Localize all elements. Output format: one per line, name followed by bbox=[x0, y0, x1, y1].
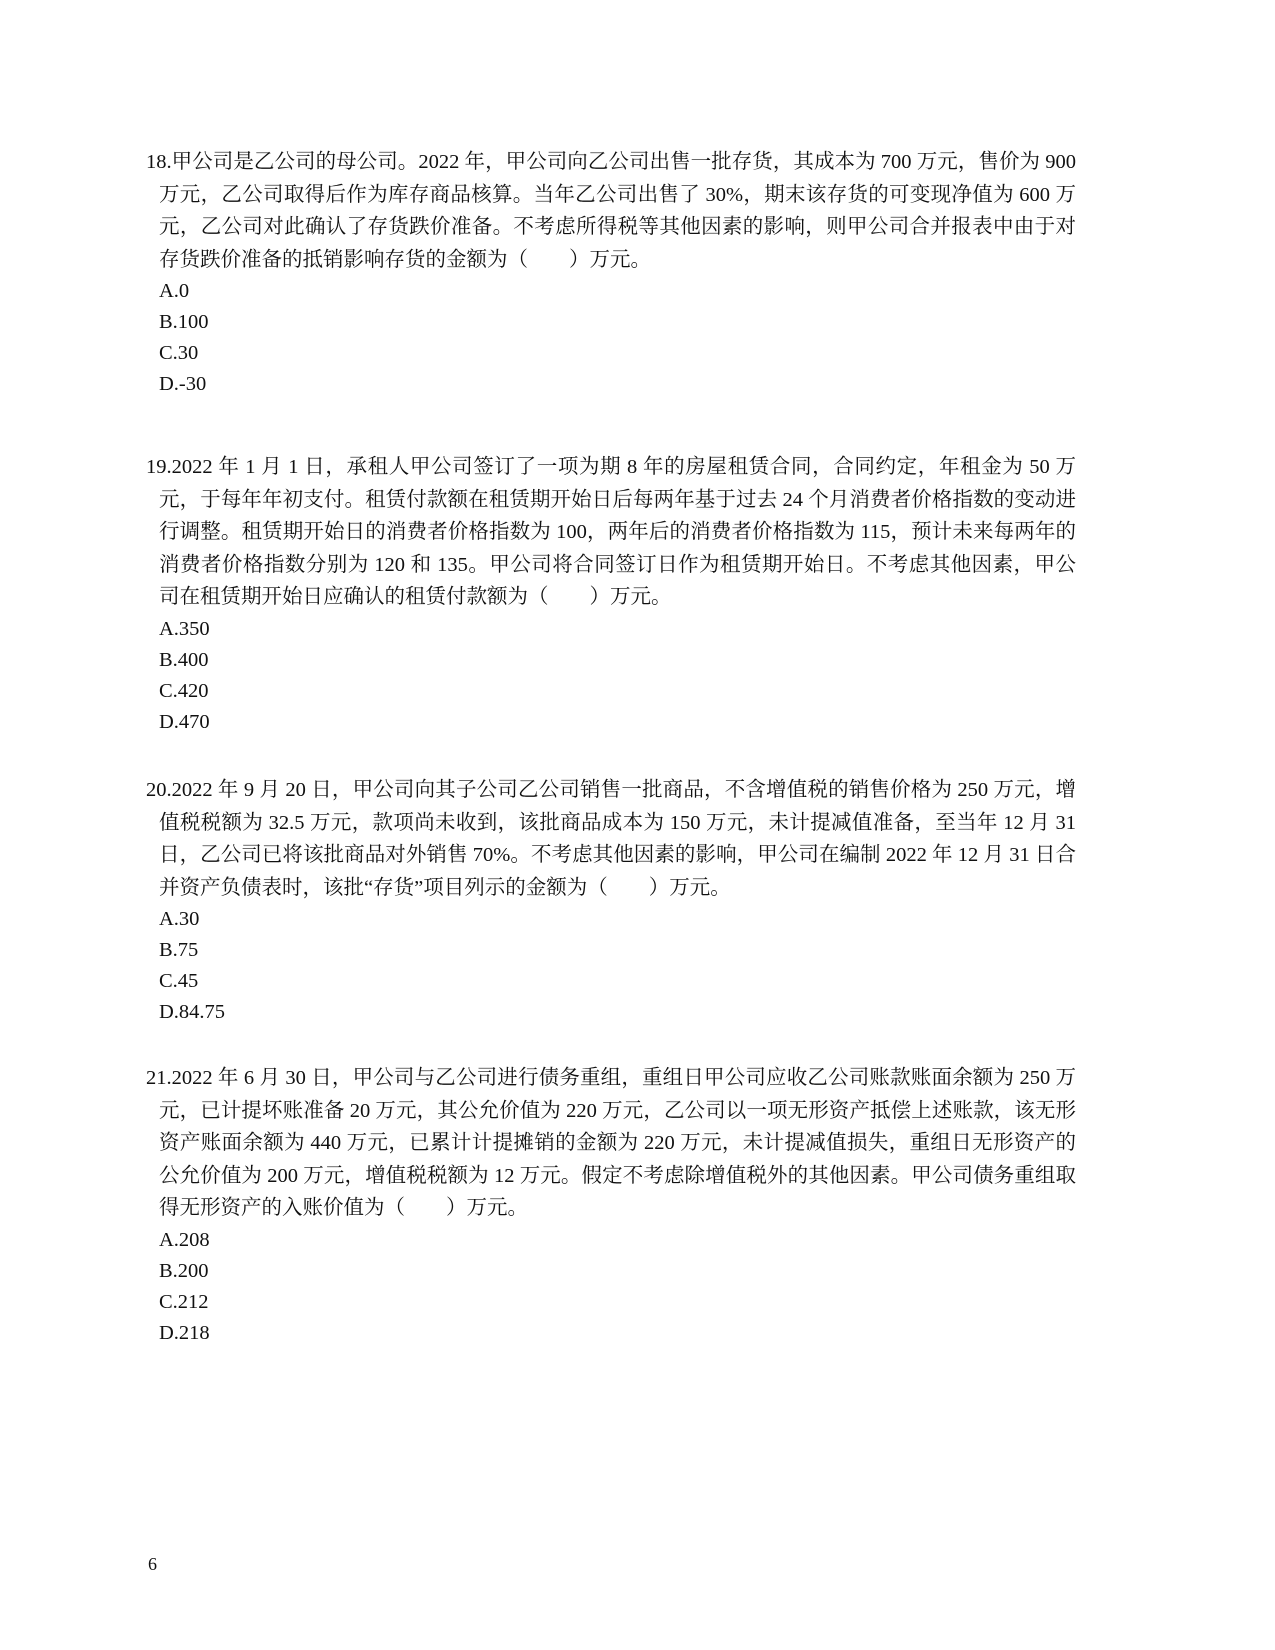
question-21 bbox=[146, 1062, 1076, 1349]
options-list bbox=[146, 614, 1076, 738]
option-d: D.470 bbox=[159, 710, 210, 733]
options-list bbox=[146, 276, 1076, 400]
question-19 bbox=[146, 451, 1076, 738]
question-stem: 18.甲公司是乙公司的母公司。2022 年，甲公司向乙公司出售一批存货，其成本为 700 万元，售价为 900 万元，乙公司取得后作为库存商品核算。当年乙公司出售了 30%，期末该存货的可变现净值为 600 万元，乙公司对此确认了存货跌价准备。不考虑所得税等其他因素的影响，则甲公司合并报表中由于对存货跌价准备的抵销影响存货的金额为（ ）万元。 bbox=[146, 151, 1076, 271]
option-b: B.75 bbox=[159, 939, 199, 961]
option-a: A.30 bbox=[159, 908, 200, 930]
option-c: C.45 bbox=[159, 970, 199, 992]
question-20 bbox=[146, 774, 1076, 1028]
option-d: D.218 bbox=[159, 1321, 210, 1344]
option-a: A.350 bbox=[159, 617, 210, 640]
question-stem: 21.2022 年 6 月 30 日，甲公司与乙公司进行债务重组，重组日甲公司应收乙公司账款账面余额为 250 万元，已计提坏账准备 20 万元，其公允价值为 220 万元，乙公司以一项无形资产抵偿上述账款，该无形资产账面余额为 440 万元，已累计计提摊销的金额为 220 万元，未计提减值损失，重组日无形资产的公允价值为 200 万元，增值税税额为 12 万元。假定不考虑除增值税外的其他因素。甲公司债务重组取得无形资产的入账价值为（ ）万元。 bbox=[146, 1067, 1076, 1219]
option-d: D.84.75 bbox=[159, 1001, 226, 1023]
option-b: B.100 bbox=[159, 311, 209, 333]
question-stem: 20.2022 年 9 月 20 日，甲公司向其子公司乙公司销售一批商品，不含增值税的销售价格为 250 万元，增值税税额为 32.5 万元，款项尚未收到，该批商品成本为 150 万元，未计提减值准备，至当年 12 月 31 日，乙公司已将该批商品对外销售 70%。不考虑其他因素的影响，甲公司在编制 2022 年 12 月 31 日合并资产负债表时，该批“存货”项目列示的金额为（ ）万元。 bbox=[146, 779, 1076, 899]
page-number: 6 bbox=[148, 1554, 157, 1574]
option-b: B.200 bbox=[159, 1259, 209, 1282]
option-c: C.420 bbox=[159, 679, 209, 702]
options-list bbox=[146, 904, 1076, 1028]
option-a: A.0 bbox=[159, 280, 190, 302]
question-18 bbox=[146, 146, 1076, 400]
question-stem: 19.2022 年 1 月 1 日，承租人甲公司签订了一项为期 8 年的房屋租赁合同，合同约定，年租金为 50 万元，于每年年初支付。租赁付款额在租赁期开始日后每两年基于过去 24 个月消费者价格指数的变动进行调整。租赁期开始日的消费者价格指数为 100，两年后的消费者价格指数为 115，预计未来每两年的消费者价格指数分别为 120 和 135。甲公司将合同签订日作为租赁期开始日。不考虑其他因素，甲公司在租赁期开始日应确认的租赁付款额为（ ）万元。 bbox=[146, 456, 1076, 608]
option-b: B.400 bbox=[159, 648, 209, 671]
option-a: A.208 bbox=[159, 1228, 210, 1251]
options-list bbox=[146, 1225, 1076, 1349]
option-c: C.30 bbox=[159, 342, 199, 364]
option-c: C.212 bbox=[159, 1290, 209, 1313]
option-d: D.-30 bbox=[159, 373, 207, 395]
